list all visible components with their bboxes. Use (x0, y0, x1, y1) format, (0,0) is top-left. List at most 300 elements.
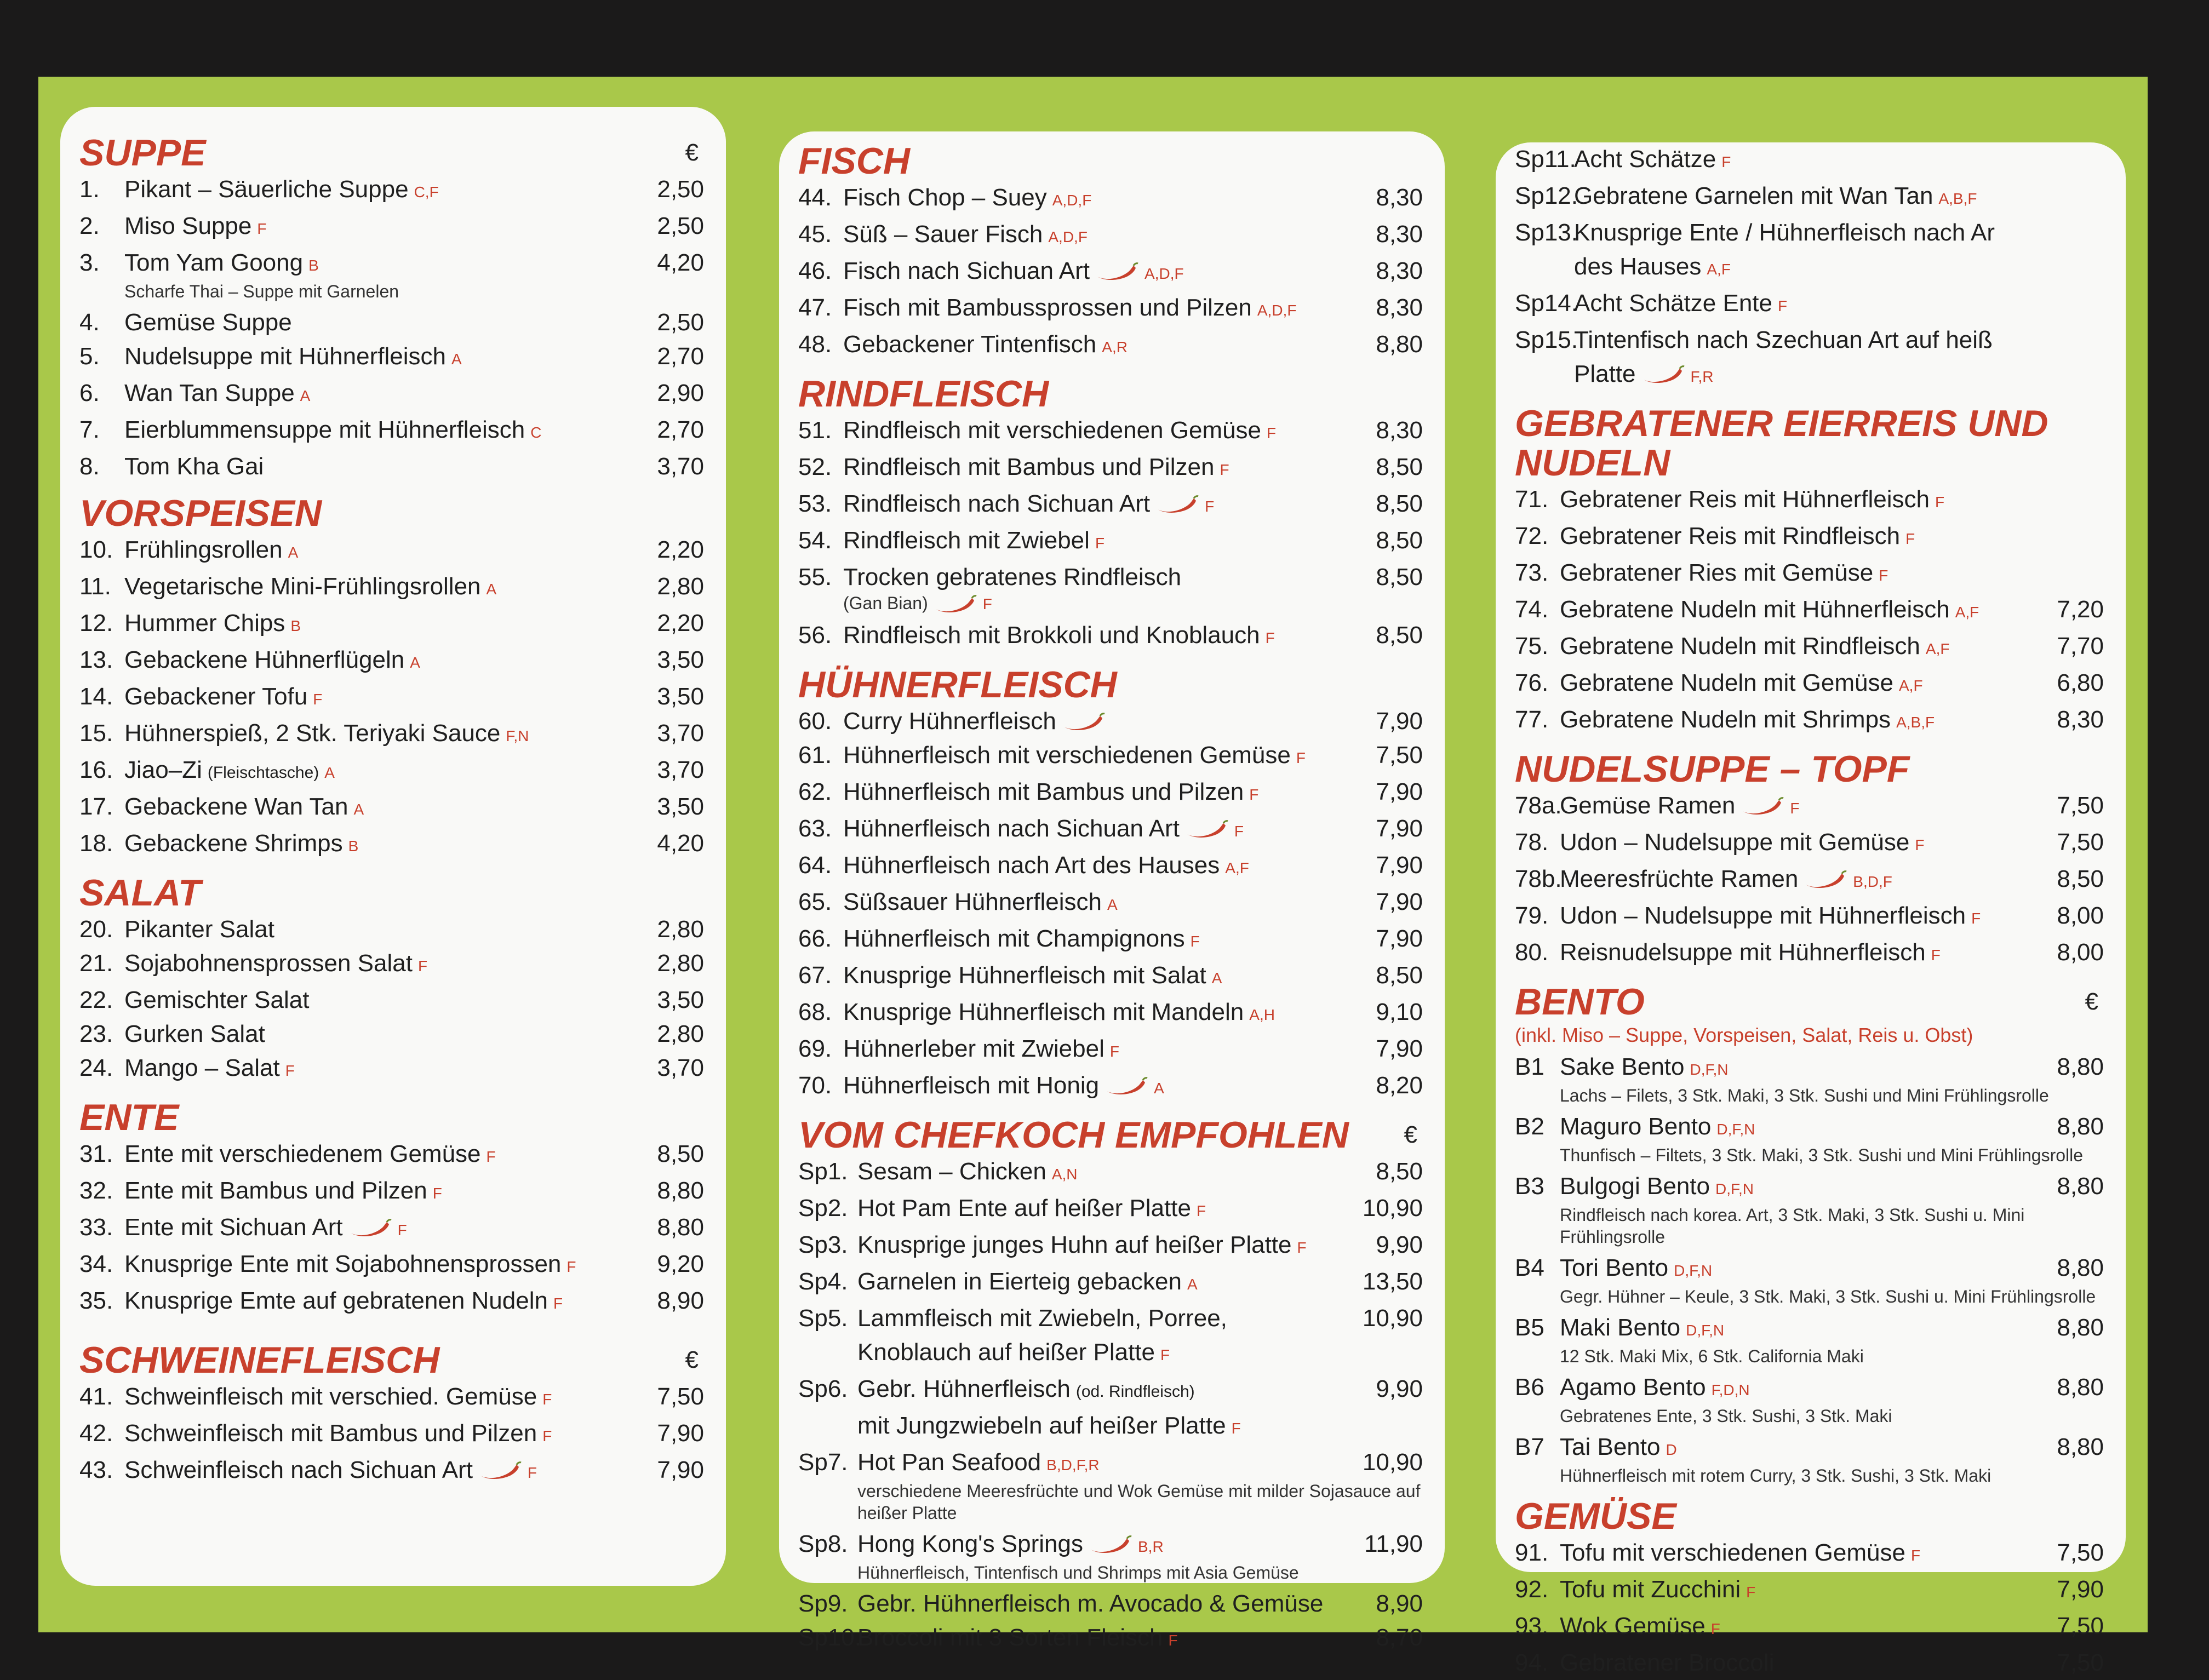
menu-item (79, 1017, 704, 1051)
allergen-code: A,D,F (1052, 192, 1092, 209)
menu-item (1515, 1169, 2104, 1206)
menu-item (798, 1265, 1423, 1301)
menu-sheet-left (60, 107, 726, 1586)
item-name: Gurken Salat (124, 1020, 265, 1047)
item-name-wrap (124, 947, 638, 983)
menu-item (1515, 1311, 2104, 1348)
item-price: 9,90 (1376, 1375, 1423, 1402)
item-name-wrap (124, 753, 638, 790)
menu-item (1515, 323, 2104, 394)
item-number: 12. (79, 610, 113, 637)
item-number: 46. (798, 257, 832, 284)
item-price: 7,90 (1376, 815, 1423, 842)
item-name-wrap (1560, 825, 2038, 862)
item-name: Vegetarische Mini-Frühlingsrollen (124, 573, 481, 600)
item-number: 15. (79, 720, 113, 747)
menu-item (1515, 1536, 2104, 1573)
section-subtitle: (inkl. Miso – Suppe, Vorspeisen, Salat, Reis u. Obst) (1515, 1024, 1973, 1046)
menu-item (798, 1527, 1423, 1564)
item-name: Trocken gebratenes Rindfleisch (843, 564, 1182, 590)
euro-sign: € (1404, 1121, 1417, 1148)
menu-item (798, 254, 1423, 291)
item-name-wrap (124, 340, 638, 376)
menu-item (798, 1621, 1423, 1658)
chili-icon (1641, 365, 1685, 385)
item-name-wrap (843, 775, 1357, 812)
section-title (79, 494, 704, 533)
item-number: 41. (79, 1383, 113, 1410)
item-name: Gebratener Reis mit Rindfleisch (1560, 523, 1901, 549)
section-title (798, 1115, 1423, 1155)
item-name-wrap (843, 995, 1357, 1032)
section-title (798, 141, 1423, 181)
item-number: 45. (798, 221, 832, 248)
item-number: B1 (1515, 1053, 1544, 1080)
item-name: Hühnerleber mit Zwiebel (843, 1035, 1104, 1062)
menu-item (79, 1211, 704, 1247)
item-name: Frühlingsrollen (124, 536, 283, 563)
item-name: Hühnerfleisch nach Sichuan Art (843, 815, 1180, 842)
allergen-code: A (410, 654, 420, 671)
item-description (857, 1562, 1423, 1584)
item-number: 64. (798, 852, 832, 879)
allergen-code: F (1296, 749, 1306, 766)
allergen-code: F (1109, 1043, 1119, 1060)
item-number: 73. (1515, 559, 1549, 586)
item-price: 7,90 (1376, 888, 1423, 915)
allergen-code: F (1778, 297, 1788, 314)
item-price: 7,90 (1376, 708, 1423, 735)
item-name-wrap (124, 246, 638, 283)
item-name: Bulgogi Bento (1560, 1173, 1710, 1200)
item-name: Gebackener Tofu (124, 683, 308, 710)
item-number: 61. (798, 742, 832, 769)
item-price: 3,70 (657, 1054, 704, 1081)
item-name: Garnelen in Eierteig gebacken (857, 1268, 1182, 1295)
menu-item (79, 209, 704, 246)
menu-panel-middle (756, 77, 1468, 1651)
item-name: Fisch mit Bambussprossen und Pilzen (843, 294, 1252, 321)
item-name: Udon – Nudelsuppe mit Hühnerfleisch (1560, 902, 1966, 929)
menu-item (79, 533, 704, 570)
item-price: 4,20 (657, 830, 704, 857)
item-description-text: 12 Stk. Maki Mix, 6 Stk. California Maki (1560, 1346, 1864, 1366)
allergen-code: A,D,F (1144, 265, 1184, 282)
section-ente (79, 1098, 704, 1321)
item-name: Hühnerfleisch mit Bambus und Pilzen (843, 778, 1244, 805)
item-price: 7,50 (2057, 792, 2104, 819)
item-number: 72. (1515, 523, 1549, 549)
item-name: Tori Bento (1560, 1254, 1669, 1281)
item-name: Hummer Chips (124, 610, 285, 637)
item-number: 52. (798, 454, 832, 480)
item-name-wrap (843, 328, 1357, 364)
item-name: Schweinfleisch nach Sichuan Art (124, 1457, 473, 1483)
menu-item (79, 680, 704, 716)
item-number: Sp6. (798, 1375, 848, 1402)
item-name-wrap (124, 413, 638, 450)
allergen-code: A (300, 387, 311, 404)
allergen-code: F (1265, 629, 1275, 646)
item-name-wrap (1560, 1110, 2038, 1146)
item-name: Hühnerfleisch mit Champignons (843, 925, 1185, 952)
item-name: Gemischter Salat (124, 987, 310, 1013)
menu-item (798, 1446, 1423, 1482)
item-note: (Fleischtasche) (207, 764, 319, 782)
item-name-line2 (857, 1335, 1357, 1372)
allergen-code: A,D,F (1257, 302, 1297, 319)
item-price: 3,50 (657, 987, 704, 1013)
item-name-wrap (124, 1247, 638, 1284)
menu-item (798, 738, 1423, 775)
item-number: 78b. (1515, 865, 1562, 892)
item-name-wrap (843, 560, 1357, 594)
item-name: Sesam – Chicken (857, 1158, 1046, 1185)
chili-icon (1089, 1535, 1132, 1555)
item-number: Sp3. (798, 1231, 848, 1258)
item-number: 54. (798, 527, 832, 554)
item-price: 9,90 (1376, 1231, 1423, 1258)
item-number: Sp2. (798, 1195, 848, 1222)
item-number: 66. (798, 925, 832, 952)
menu-item (798, 1155, 1423, 1191)
item-number: 6. (79, 380, 100, 406)
item-price: 2,20 (657, 536, 704, 563)
section-title (79, 1340, 704, 1380)
allergen-code: B,D,F,R (1046, 1457, 1100, 1473)
item-name: Tom Yam Goong (124, 249, 304, 276)
menu-item (798, 1069, 1423, 1105)
item-price: 4,20 (657, 249, 704, 276)
item-name: Fisch nach Sichuan Art (843, 257, 1090, 284)
item-name-wrap (1560, 1371, 2038, 1407)
item-name: Rindfleisch mit Zwiebel (843, 527, 1090, 554)
item-name: Hühnerfleisch nach Art des Hauses (843, 852, 1220, 879)
item-name-wrap (857, 1372, 1357, 1446)
item-name: Pikanter Salat (124, 916, 274, 943)
item-name-wrap (1560, 483, 2038, 519)
allergen-code: A,H (1249, 1006, 1275, 1023)
menu-item (79, 1247, 704, 1284)
allergen-code: B (348, 838, 359, 855)
item-price: 7,50 (2057, 829, 2104, 856)
item-number: 13. (79, 646, 113, 673)
item-number: 24. (79, 1054, 113, 1081)
item-number: 23. (79, 1020, 113, 1047)
item-name: Acht Schätze Ente (1574, 290, 1772, 317)
allergen-code: F (1971, 910, 1981, 927)
chili-icon (478, 1461, 522, 1481)
item-price: 7,50 (1376, 742, 1423, 769)
chili-icon (348, 1219, 392, 1239)
item-price: 2,80 (657, 950, 704, 977)
item-name-wrap (1560, 519, 2038, 556)
allergen-code: F (1267, 425, 1277, 441)
item-number: B3 (1515, 1173, 1544, 1200)
item-name-line2 (1574, 357, 2038, 394)
menu-item (798, 775, 1423, 812)
item-description-text: verschiedene Meeresfrüchte und Wok Gemüse mit milder Sojasauce auf heißer Platte (857, 1481, 1421, 1523)
menu-item (798, 1587, 1423, 1621)
item-number: Sp13. (1515, 219, 1578, 246)
item-name: Hong Kong's Springs (857, 1530, 1083, 1557)
item-name-wrap (1560, 593, 2038, 629)
item-price: 7,50 (2057, 1649, 2104, 1676)
allergen-code: F (1297, 1239, 1307, 1256)
item-price: 2,70 (657, 416, 704, 443)
item-description (1560, 1465, 2104, 1487)
item-price: 7,70 (2057, 633, 2104, 660)
menu-item (1515, 1110, 2104, 1146)
item-name: Tai Bento (1560, 1434, 1661, 1460)
section-title-text: GEBRATENER EIERREIS UND NUDELN (1515, 403, 2048, 484)
allergen-code: F (1905, 530, 1915, 547)
item-price: 8,90 (1376, 1590, 1423, 1617)
item-name2: Knoblauch auf heißer Platte (857, 1339, 1155, 1366)
euro-sign: € (685, 1346, 699, 1373)
item-price: 3,70 (657, 720, 704, 747)
chili-icon (1155, 495, 1199, 515)
item-name-wrap (124, 1453, 638, 1490)
item-price: 8,30 (1376, 257, 1423, 284)
item-name: Pikant – Säuerliche Suppe (124, 176, 409, 203)
allergen-code: D,F,N (1690, 1061, 1729, 1078)
item-name: Gebackene Wan Tan (124, 793, 348, 820)
menu-item (798, 328, 1423, 364)
item-number: 75. (1515, 633, 1549, 660)
item-name: Wok Gemüse (1560, 1613, 1706, 1639)
item-number: 48. (798, 331, 832, 358)
item-number: Sp4. (798, 1268, 848, 1295)
section-title (79, 1098, 704, 1137)
menu-item (1515, 666, 2104, 703)
menu-item (798, 812, 1423, 848)
item-name: Gebackene Shrimps (124, 830, 343, 857)
item-name: Rindfleisch nach Sichuan Art (843, 490, 1151, 517)
allergen-code: A,D,F (1048, 228, 1088, 245)
item-name-wrap (1560, 899, 2038, 936)
allergen-code: F (527, 1464, 537, 1481)
item-number: 70. (798, 1072, 832, 1099)
menu-item (798, 885, 1423, 922)
item-name-wrap (124, 643, 638, 680)
item-price: 8,00 (2057, 902, 2104, 929)
chili-icon (1185, 820, 1229, 840)
menu-item (1515, 1609, 2104, 1646)
allergen-code: F (1190, 933, 1200, 950)
allergen-code: F (1196, 1202, 1206, 1219)
menu-item (1515, 825, 2104, 862)
item-price: 7,90 (1376, 925, 1423, 952)
item-number: 43. (79, 1457, 113, 1483)
item-name: Sojabohnensprossen Salat (124, 950, 413, 977)
allergen-code: B,D,F (1853, 873, 1892, 890)
allergen-code: A (1107, 896, 1118, 913)
menu-item (1515, 483, 2104, 519)
item-name: Gebratener Broccoli (1560, 1649, 1775, 1676)
item-number: 18. (79, 830, 113, 857)
item-number: 4. (79, 309, 100, 336)
menu-item (798, 181, 1423, 217)
item-description-text: Scharfe Thai – Suppe mit Garnelen (124, 282, 399, 301)
allergen-code: D,F,N (1686, 1322, 1725, 1339)
menu-item (1515, 142, 2104, 179)
item-number: B4 (1515, 1254, 1544, 1281)
item-number: 78. (1515, 829, 1549, 856)
item-number: 65. (798, 888, 832, 915)
section-vorspeisen (79, 494, 704, 863)
item-number: 14. (79, 683, 113, 710)
item-price: 2,50 (657, 176, 704, 203)
item-description-text: (Gan Bian) (843, 593, 928, 613)
item-price: 8,80 (657, 1177, 704, 1204)
item-name-wrap (857, 1155, 1357, 1191)
item-number: 76. (1515, 669, 1549, 696)
item-price: 7,50 (2057, 1539, 2104, 1566)
item-price: 7,50 (2057, 1613, 2104, 1639)
item-name-wrap (843, 524, 1357, 560)
item-name-wrap (1560, 556, 2038, 593)
item-name-wrap (124, 1137, 638, 1174)
section-title-text: HÜHNERFLEISCH (798, 664, 1117, 706)
menu-item (1515, 629, 2104, 666)
allergen-code: F (486, 1148, 496, 1165)
item-number: 63. (798, 815, 832, 842)
item-description-text: Lachs – Filets, 3 Stk. Maki, 3 Stk. Sushi und Mini Frühlingsrolle (1560, 1086, 2049, 1105)
item-name-wrap (124, 306, 638, 340)
item-name: Rindfleisch mit verschiedenen Gemüse (843, 417, 1262, 444)
item-name-wrap (843, 291, 1357, 328)
allergen-code: A (451, 351, 462, 368)
item-name: Tofu mit verschiedenen Gemüse (1560, 1539, 1905, 1566)
item-description-text: Thunfisch – Filtets, 3 Stk. Maki, 3 Stk. Sushi und Mini Frühlingsrolle (1560, 1145, 2084, 1165)
allergen-code: A (324, 764, 335, 781)
item-price: 10,90 (1362, 1305, 1423, 1332)
item-number: 62. (798, 778, 832, 805)
item-name-wrap (124, 533, 638, 570)
item-number: 35. (79, 1287, 113, 1314)
item-price: 11,90 (1364, 1530, 1423, 1557)
item-name-wrap (843, 217, 1357, 254)
item-number: 34. (79, 1251, 113, 1277)
allergen-code: F (1790, 800, 1800, 817)
menu-item (798, 995, 1423, 1032)
item-price: 8,50 (1376, 622, 1423, 649)
menu-item (1515, 1573, 2104, 1609)
item-description-text: Gegr. Hühner – Keule, 3 Stk. Maki, 3 Stk. Sushi u. Mini Frühlingsrolle (1560, 1287, 2096, 1306)
item-price: 8,50 (1376, 1158, 1423, 1185)
item-number: 60. (798, 708, 832, 735)
item-price: 8,80 (2057, 1113, 2104, 1140)
allergen-code: F (1935, 494, 1945, 511)
item-number: 78a. (1515, 792, 1562, 819)
menu-item (79, 1137, 704, 1174)
item-name: Knusprige junges Huhn auf heißer Platte (857, 1231, 1292, 1258)
item-name: Lammfleisch mit Zwiebeln, Porree, (857, 1305, 1227, 1332)
menu-item (79, 643, 704, 680)
item-price: 2,20 (657, 610, 704, 637)
menu-item (79, 340, 704, 376)
menu-item (798, 560, 1423, 594)
item-name: Gebratene Nudeln mit Shrimps (1560, 706, 1891, 733)
item-price: 2,80 (657, 916, 704, 943)
menu-item (798, 524, 1423, 560)
item-name: Schweinfleisch mit Bambus und Pilzen (124, 1420, 537, 1447)
item-number: 31. (79, 1140, 113, 1167)
item-number: Sp12. (1515, 182, 1578, 209)
item-name-wrap (124, 913, 638, 947)
item-number: B6 (1515, 1374, 1544, 1401)
item-name-wrap (843, 922, 1357, 959)
item-name-wrap (843, 704, 1357, 738)
item-number: 16. (79, 756, 113, 783)
item-name: Gebackene Hühnerflügeln (124, 646, 405, 673)
item-name2: Platte (1574, 360, 1636, 387)
allergen-code: F (1931, 947, 1941, 964)
allergen-code: B (290, 617, 301, 634)
item-name-wrap (843, 414, 1357, 450)
item-number: 77. (1515, 706, 1549, 733)
menu-item (798, 618, 1423, 655)
item-number: Sp5. (798, 1305, 848, 1332)
item-number: B2 (1515, 1113, 1544, 1140)
item-price: 7,90 (1376, 778, 1423, 805)
item-name-wrap (124, 1051, 638, 1088)
item-name-wrap (857, 1527, 1357, 1564)
item-name-wrap (843, 1032, 1357, 1069)
item-name: Meeresfrüchte Ramen (1560, 865, 1799, 892)
section-suppe (79, 133, 704, 484)
item-name-wrap (1560, 1646, 2038, 1680)
item-name: Hühnerspieß, 2 Stk. Teriyaki Sauce (124, 720, 501, 747)
item-number: 80. (1515, 939, 1549, 966)
menu-item (79, 827, 704, 863)
item-name-wrap (1574, 323, 2038, 394)
allergen-code: B,R (1137, 1538, 1164, 1555)
allergen-code: F (417, 957, 428, 974)
item-name: Knusprige Hühnerfleisch mit Salat (843, 962, 1206, 989)
menu-item (79, 947, 704, 983)
item-number: 8. (79, 453, 100, 480)
item-number: 92. (1515, 1576, 1549, 1603)
item-name: Gemüse Suppe (124, 309, 292, 336)
menu-item (1515, 936, 2104, 972)
item-name-wrap (1560, 1050, 2038, 1087)
allergen-code: F,D,N (1711, 1381, 1750, 1398)
item-price: 3,50 (657, 646, 704, 673)
section-salat (79, 873, 704, 1088)
chili-icon (1104, 1077, 1148, 1097)
item-price: 6,80 (2057, 669, 2104, 696)
item-name: Rindfleisch mit Bambus und Pilzen (843, 454, 1215, 480)
allergen-code: C (530, 424, 542, 441)
section-gemuese (1515, 1496, 2104, 1680)
allergen-code: A,R (1102, 339, 1128, 356)
section-title (1515, 404, 2104, 483)
menu-item (798, 1032, 1423, 1069)
item-price: 7,90 (657, 1420, 704, 1447)
allergen-code: D (1666, 1441, 1677, 1458)
item-price: 7,90 (2057, 1576, 2104, 1603)
item-price: 7,20 (2057, 596, 2104, 623)
chili-icon (1062, 713, 1106, 732)
item-name-wrap (1574, 216, 2038, 286)
item-name: Gemüse Ramen (1560, 792, 1736, 819)
item-name: Hühnerfleisch mit Honig (843, 1072, 1100, 1099)
item-name: Knusprige Emte auf gebratenen Nudeln (124, 1287, 548, 1314)
item-name-wrap (843, 181, 1357, 217)
menu-item (1515, 179, 2104, 216)
